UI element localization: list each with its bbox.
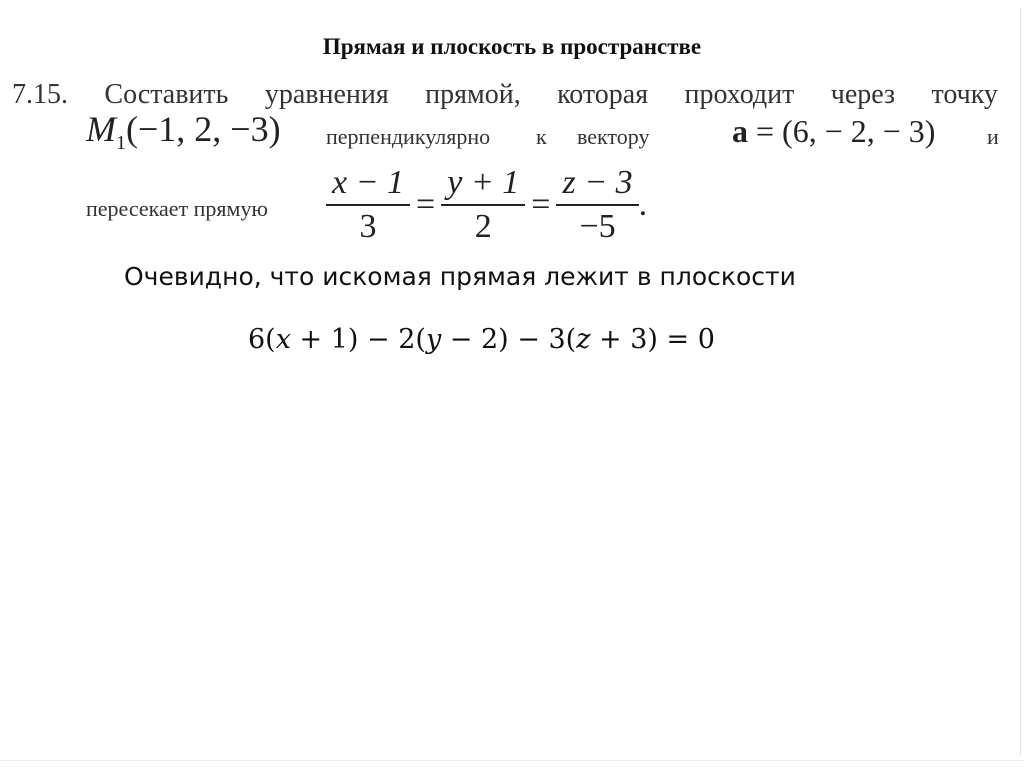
problem-word-5: проходит [684,79,795,110]
vector-a [732,113,935,150]
fraction-y-bar [441,204,525,206]
fraction-z [556,165,638,244]
vector-symbol: a [732,113,748,149]
vector-value: = (6, − 2, − 3) [748,113,936,149]
perp-word-2: к [536,124,547,149]
fraction-y-denominator: 2 [474,207,492,245]
slide-right-edge [1020,8,1021,756]
fraction-x-denominator: 3 [359,207,377,245]
problem-word-6: через [830,79,896,110]
fraction-z-bar [556,204,638,206]
slide-bottom-edge [0,760,1024,761]
equation-period: . [638,185,648,223]
conjunction-and: и [987,124,999,149]
point-m1 [86,108,281,155]
fraction-x-numerator: x − 1 [332,164,405,201]
fraction-x [326,165,410,244]
problem-word-4: которая [557,79,649,110]
fraction-x-bar [326,204,410,206]
point-subscript: 1 [116,132,126,154]
plane-equation: 6(𝑥 + 1) − 2(𝑦 − 2) − 3(𝑧 + 3) = 0 [248,324,715,355]
intersects-text: пересекает прямую [86,196,268,221]
equals-sign-1: = [416,185,436,223]
equals-sign-2: = [531,185,551,223]
perp-word-3: вектору [577,124,650,149]
slide-title: Прямая и плоскость в пространстве [322,34,702,59]
fraction-z-denominator: −5 [579,207,616,245]
problem-word-2: уравнения [264,79,389,110]
problem-word-3: прямой, [425,79,521,110]
solution-statement: Очевидно, что искомая прямая лежит в плоскости [124,262,796,291]
fraction-y-numerator: y + 1 [447,164,520,201]
point-coords: (−1, 2, −3) [126,109,281,149]
perp-word-1: перпендикулярно [326,124,491,149]
problem-word-1: Составить [104,79,229,110]
fraction-z-numerator: z − 3 [562,164,633,201]
problem-line-1 [12,79,998,111]
fraction-y [441,165,525,244]
point-symbol: M [86,109,116,149]
problem-word-7: точку [931,79,998,110]
line-equation [326,165,647,244]
problem-number: 7.15. [12,79,68,110]
